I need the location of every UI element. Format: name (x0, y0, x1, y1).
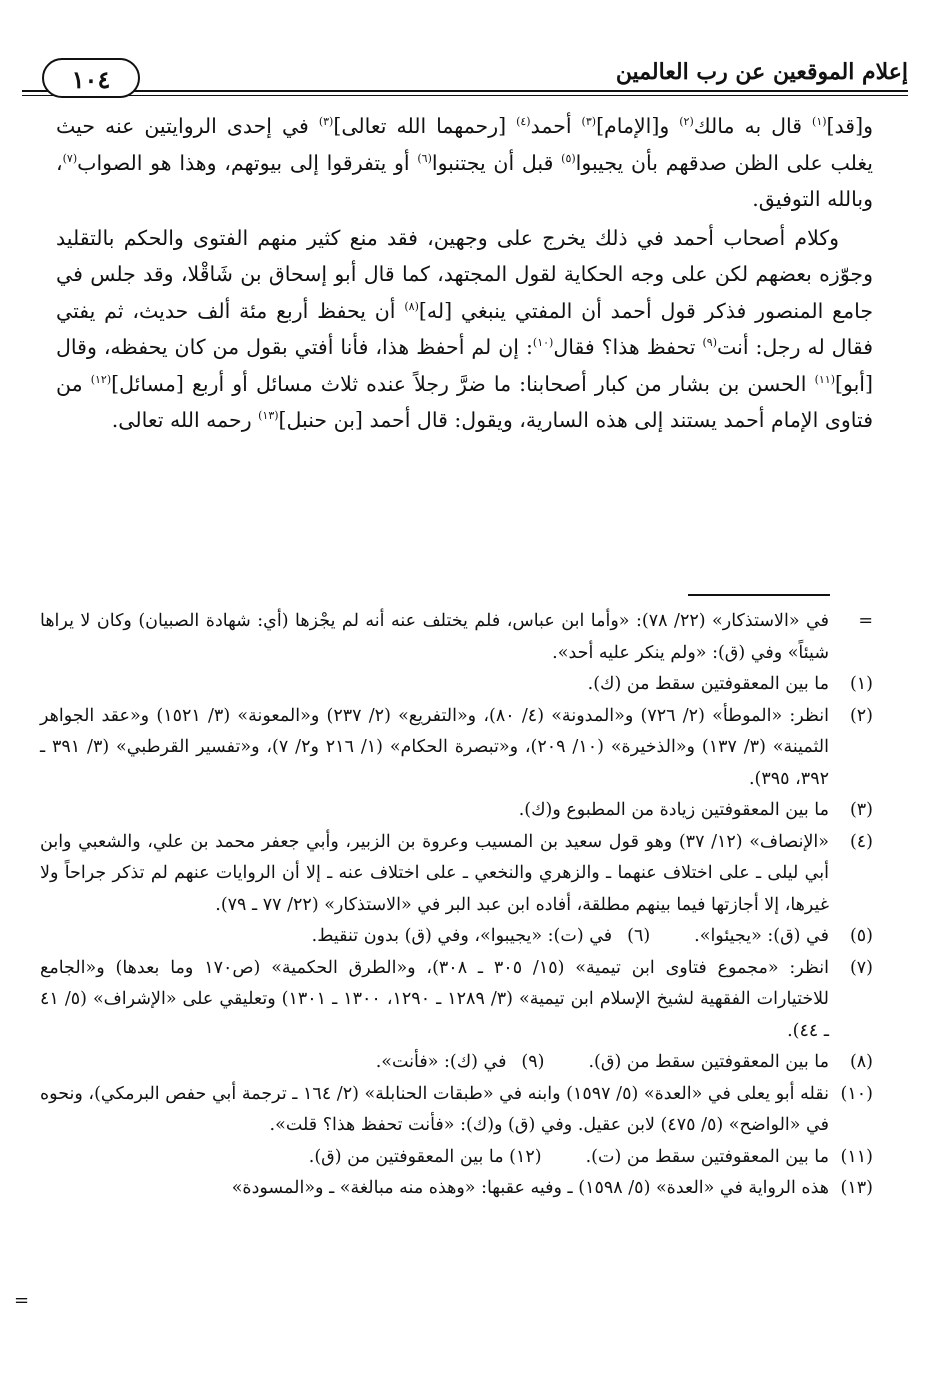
text-run: [رحمهما الله تعالى] (333, 114, 517, 138)
footnote-ref: (٤) (516, 115, 531, 129)
text-run: من فتاوى الإمام أحمد يستند إلى هذه السارية، ويقول: قال أحمد [بن حنبل] (56, 371, 873, 432)
text-run: ، وبالله التوفيق. (56, 150, 873, 211)
footnote-number: (١٠) (840, 1083, 873, 1104)
text-run: في إحدى الروايتين عنه حيث يغلب على الظن صدقهم بأن يجيبوا (56, 114, 873, 175)
text-run: أحمد (530, 114, 582, 138)
footnote-ref: (٩) (702, 336, 717, 350)
footnote-text: هذه الرواية في «العدة» (٥/ ١٥٩٨) ـ وفيه عقبها: «وهذه منه مبالغة» ـ و«المسودة» (231, 1178, 829, 1198)
footnote-number: (١١) (840, 1146, 873, 1167)
footnote-number: (١٢) (509, 1146, 542, 1167)
text-run: أو يتفرقوا إلى بيوتهم، وهذا هو الصواب (77, 150, 418, 175)
footnote-text: «الإنصاف» (١٢/ ٣٧) وهو قول سعيد بن المسيب وعروة بن الزبير، وأبي جعفر محمد بن علي، والشعبي وابن أبي ليلى ـ على اختلاف عنهما ـ والزهري والنخعي ـ على اختلاف عنه ـ إلا أن الروايات عنهم لم تذكر جراحاً ولا غيرها، إلا أجازتها فيما بينهم مطلقة، أفاده ابن عبد البر في «الاستذكار» (٢٢/ ٧٧ ـ ٧٩). (40, 831, 829, 915)
footnote-5-6 (40, 921, 873, 953)
footnote-1 (40, 669, 873, 701)
footnote-number: (١) (849, 674, 873, 694)
footnote-number: (٦) (627, 926, 651, 946)
footnote-number: (٢) (849, 705, 873, 726)
footnote-ref: (١٣) (258, 409, 279, 423)
footnote-ref: (١٢) (90, 372, 112, 386)
text-run: الحسن بن بشار من كبار أصحابنا: ما ضرَّ رجلاً عنده ثلاث مسائل أو أربع [مسائل] (111, 371, 815, 396)
text-run: أن يحفظ أربع مئة ألف حديث، ثم يفتي فقال له رجل: أنت (56, 298, 873, 359)
text-run: رحمه الله تعالى. (111, 408, 259, 432)
footnote-2 (40, 701, 873, 796)
footnote-continuation (40, 606, 873, 669)
footnote-ref: (٣) (318, 115, 334, 129)
text-run: تحفظ هذا؟ فقال (553, 335, 703, 359)
book-title: إعلام الموقعين عن رب العالمين (615, 59, 908, 85)
footnote-text: ما بين المعقوفتين سقط من (ق). (588, 1052, 829, 1072)
footnote-text: نقله أبو يعلى في «العدة» (٥/ ١٥٩٧) وابنه في «طبقات الحنابلة» (٢/ ١٦٤ ـ ترجمة أبي حفص البرمكي)، ونحوه في «الواضح» (٥/ ٤٧٥) لابن عقيل. وفي (ق) و(ك): «فأنت تحفظ هذا؟ قلت». (40, 1083, 829, 1135)
footnote-number: (٧) (849, 957, 873, 978)
continuation-mark: = (14, 1290, 30, 1311)
header-rule (22, 90, 908, 92)
footnote-text: في (ت): «يجيبوا»، وفي (ق) بدون تنقيط. (311, 926, 613, 946)
footnote-text: ما بين المعقوفتين زيادة من المطبوع و(ك). (518, 800, 829, 820)
footnote-3 (40, 795, 873, 827)
footnote-ref: (١١) (814, 372, 835, 386)
footnote-number: (١٣) (840, 1178, 873, 1198)
paragraph-1 (56, 108, 873, 218)
footnote-9 (376, 1047, 545, 1079)
footnote-text: ما بين المعقوفتين من (ق). (308, 1146, 504, 1167)
footnote-text: في (ك): «فأنت». (375, 1052, 507, 1072)
main-text (56, 108, 873, 439)
header-rule-thin (22, 95, 908, 96)
footnote-8 (588, 1047, 873, 1079)
footnote-4 (40, 827, 873, 922)
footnote-13 (40, 1173, 873, 1205)
page-number: ١٠٤ (42, 58, 140, 98)
footnote-12 (309, 1142, 542, 1174)
text-run: قال به مالك (693, 114, 813, 138)
footnote-ref: (٦) (417, 151, 432, 165)
paragraph-2 (56, 220, 873, 439)
footnote-text: ما بين المعقوفتين سقط من (ك). (587, 674, 829, 694)
footnote-number: = (858, 611, 873, 631)
footnote-6 (312, 921, 651, 953)
footnote-number: (٨) (849, 1052, 873, 1072)
footnote-ref: (١٠) (532, 336, 554, 350)
text-run: : إن لم أحفظ هذا، فأنا أفتي بقول من كان يحفظه، وقال [أبو] (56, 335, 873, 396)
footnote-ref: (٥) (561, 151, 576, 165)
footnote-ref: (٢) (679, 115, 694, 129)
footnote-text: انظر: «الموطأ» (٢/ ٧٢٦) و«المدونة» (٤/ ٨٠)، و«التفريع» (٢/ ٢٣٧) و«المعونة» (٣/ ١٥٢١) و«عقد الجواهر الثمينة» (٣/ ١٣٧) و«الذخيرة» (١٠/ ٢٠٩)، و«تبصرة الحكام» (١/ ٢١٦ و٢/ ٧)، و«تفسير القرطبي» (٣/ ٣٩١ ـ ٣٩٢، ٣٩٥). (40, 705, 830, 789)
footnote-11-12 (40, 1142, 873, 1174)
text-run: و[قد] (826, 114, 874, 138)
footnote-8-9 (40, 1047, 873, 1079)
text-run: قبل أن يجتنبوا (431, 150, 562, 175)
footnote-11 (586, 1142, 873, 1174)
footnotes (40, 606, 873, 1205)
running-header (22, 52, 908, 96)
footnote-ref: (٧) (62, 151, 78, 165)
footnote-text: انظر: «مجموع فتاوى ابن تيمية» (١٥/ ٣٠٥ ـ ٣٠٨)، و«الطرق الحكمية» (ص١٧٠ وما بعدها) و«الجامع للاختيارات الفقهية لشيخ الإسلام ابن تيمية» (٣/ ١٢٨٩ ـ ١٢٩٠، ١٣٠٠ ـ ١٣٠١) وتعليقي على «الإشراف» (٥/ ٤١ ـ ٤٤). (40, 957, 829, 1041)
footnote-5 (694, 921, 873, 953)
footnote-ref: (١) (812, 115, 827, 129)
footnote-text: ما بين المعقوفتين سقط من (ت). (585, 1146, 829, 1167)
footnote-number: (٩) (521, 1052, 545, 1072)
footnote-ref: (٨) (404, 299, 419, 313)
footnote-text: في «الاستذكار» (٢٢/ ٧٨): «وأما ابن عباس، فلم يختلف عنه أنه لم يجْزها (أي: شهادة الصبيان) وكان لا يراها شيئاً» وفي (ق): «ولم ينكر عليه أحد». (40, 611, 829, 663)
footnote-number: (٣) (849, 800, 873, 820)
footnote-text: في (ق): «يجيئوا». (694, 926, 829, 946)
footnote-ref: (٣) (581, 115, 597, 129)
footnote-number: (٤) (849, 831, 873, 852)
footnote-7 (40, 953, 873, 1048)
footnote-divider (688, 594, 830, 596)
footnote-10 (40, 1079, 873, 1142)
text-run: و[الإمام] (596, 114, 680, 138)
footnote-number: (٥) (849, 926, 873, 946)
text-run: وكلام أصحاب أحمد في ذلك يخرج على وجهين، فقد منع كثير منهم الفتوى والحكم بالتقليد وجوّزه بعضهم لكن على وجه الحكاية لقول المجتهد، كما قال أبو إسحاق بن شَاقْلا، وقد جلس في جامع المنصور فذكر قول أحمد أن المفتي ينبغي [له] (56, 225, 873, 323)
